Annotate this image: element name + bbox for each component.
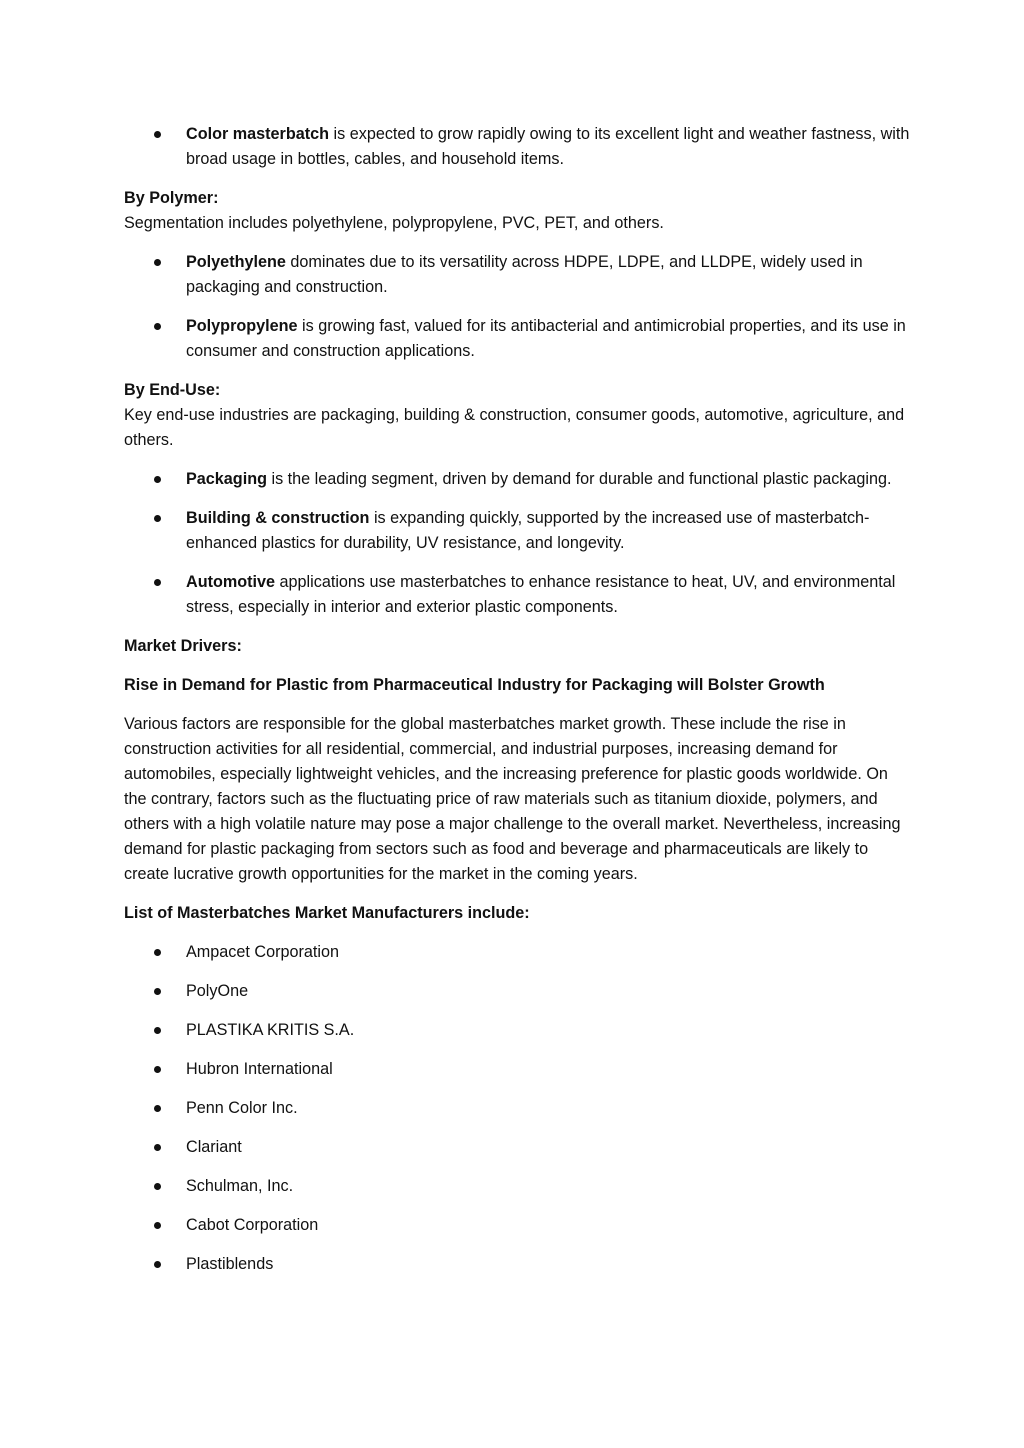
- polymer-heading: By Polymer:: [124, 189, 219, 207]
- bullet-icon: [154, 1027, 161, 1034]
- bullet-icon: [154, 579, 161, 586]
- list-item: [124, 122, 914, 172]
- manufacturer-name: Hubron International: [186, 1060, 333, 1078]
- list-item: [124, 1135, 914, 1160]
- bullet-icon: [154, 476, 161, 483]
- list-item: [124, 314, 914, 364]
- list-item: [124, 940, 914, 965]
- bullet-icon: [154, 1066, 161, 1073]
- list-item: [124, 467, 914, 492]
- end-use-heading: By End-Use:: [124, 381, 221, 399]
- market-drivers-paragraph: Various factors are responsible for the global masterbatches market growth. These include the rise in construction activities for all residential, commercial, and industrial purposes, increasing demand for automobiles, especially lightweight vehicles, and the increasing preference for plastic goods worldwide. On the contrary, factors such as the fluctuating price of raw materials such as titanium dioxide, polymers, and others with a high volatile nature may pose a major challenge to the overall market. Nevertheless, increasing demand for plastic packaging from sectors such as food and beverage and pharmaceuticals are likely to create lucrative growth opportunities for the market in the coming years.: [124, 715, 901, 883]
- manufacturer-name: Clariant: [186, 1138, 242, 1156]
- list-item: [124, 570, 914, 620]
- list-item: [124, 506, 914, 556]
- list-item: [124, 1096, 914, 1121]
- end-use-intro: Key end-use industries are packaging, building & construction, consumer goods, automotive, agriculture, and others.: [124, 406, 905, 449]
- bullet-icon: [154, 1144, 161, 1151]
- bullet-icon: [154, 1105, 161, 1112]
- manufacturer-name: PolyOne: [186, 982, 249, 1000]
- manufacturer-name: Penn Color Inc.: [186, 1099, 298, 1117]
- manufacturer-name: Cabot Corporation: [186, 1216, 319, 1234]
- item-term: Polyethylene: [186, 253, 286, 271]
- end-use-list: [124, 467, 914, 620]
- manufacturers-list: [124, 940, 914, 1277]
- bullet-icon: [154, 1261, 161, 1268]
- bullet-icon: [154, 1222, 161, 1229]
- market-drivers-heading: Market Drivers:: [124, 637, 242, 655]
- bullet-icon: [154, 259, 161, 266]
- list-item: [124, 1057, 914, 1082]
- manufacturer-name: PLASTIKA KRITIS S.A.: [186, 1021, 355, 1039]
- item-text: is growing fast, valued for its antibacterial and antimicrobial properties, and its use in consumer and construction applications.: [186, 317, 906, 360]
- item-term: Building & construction: [186, 509, 370, 527]
- bullet-icon: [154, 949, 161, 956]
- item-text: applications use masterbatches to enhance resistance to heat, UV, and environmental stress, especially in interior and exterior plastic components.: [186, 573, 896, 616]
- item-text: dominates due to its versatility across HDPE, LDPE, and LLDPE, widely used in packaging and construction.: [186, 253, 863, 296]
- polymer-list: [124, 250, 914, 364]
- list-item: [124, 1018, 914, 1043]
- list-item: [124, 1174, 914, 1199]
- bullet-icon: [154, 323, 161, 330]
- manufacturers-heading: List of Masterbatches Market Manufacturers include:: [124, 904, 530, 922]
- list-item: [124, 250, 914, 300]
- item-term: Color masterbatch: [186, 125, 330, 143]
- list-item: [124, 1213, 914, 1238]
- manufacturer-name: Plastiblends: [186, 1255, 274, 1273]
- item-text: is the leading segment, driven by demand for durable and functional plastic packaging.: [266, 470, 892, 488]
- bullet-icon: [154, 515, 161, 522]
- bullet-icon: [154, 1183, 161, 1190]
- top-bullet-list: [124, 122, 914, 172]
- manufacturer-name: Ampacet Corporation: [186, 943, 339, 961]
- market-drivers-subheading: Rise in Demand for Plastic from Pharmaceutical Industry for Packaging will Bolster Growth: [124, 676, 825, 694]
- list-item: [124, 1252, 914, 1277]
- item-text: is expected to grow rapidly owing to its excellent light and weather fastness, with broad usage in bottles, cables, and household items.: [186, 125, 910, 168]
- document-page: [124, 122, 914, 1291]
- item-term: Automotive: [186, 573, 276, 591]
- manufacturer-name: Schulman, Inc.: [186, 1177, 294, 1195]
- list-item: [124, 979, 914, 1004]
- polymer-intro: Segmentation includes polyethylene, polypropylene, PVC, PET, and others.: [124, 214, 664, 232]
- item-text: is expanding quickly, supported by the increased use of masterbatch-enhanced plastics for durability, UV resistance, and longevity.: [186, 509, 870, 552]
- bullet-icon: [154, 988, 161, 995]
- item-term: Packaging: [186, 470, 267, 488]
- bullet-icon: [154, 131, 161, 138]
- item-term: Polypropylene: [186, 317, 298, 335]
